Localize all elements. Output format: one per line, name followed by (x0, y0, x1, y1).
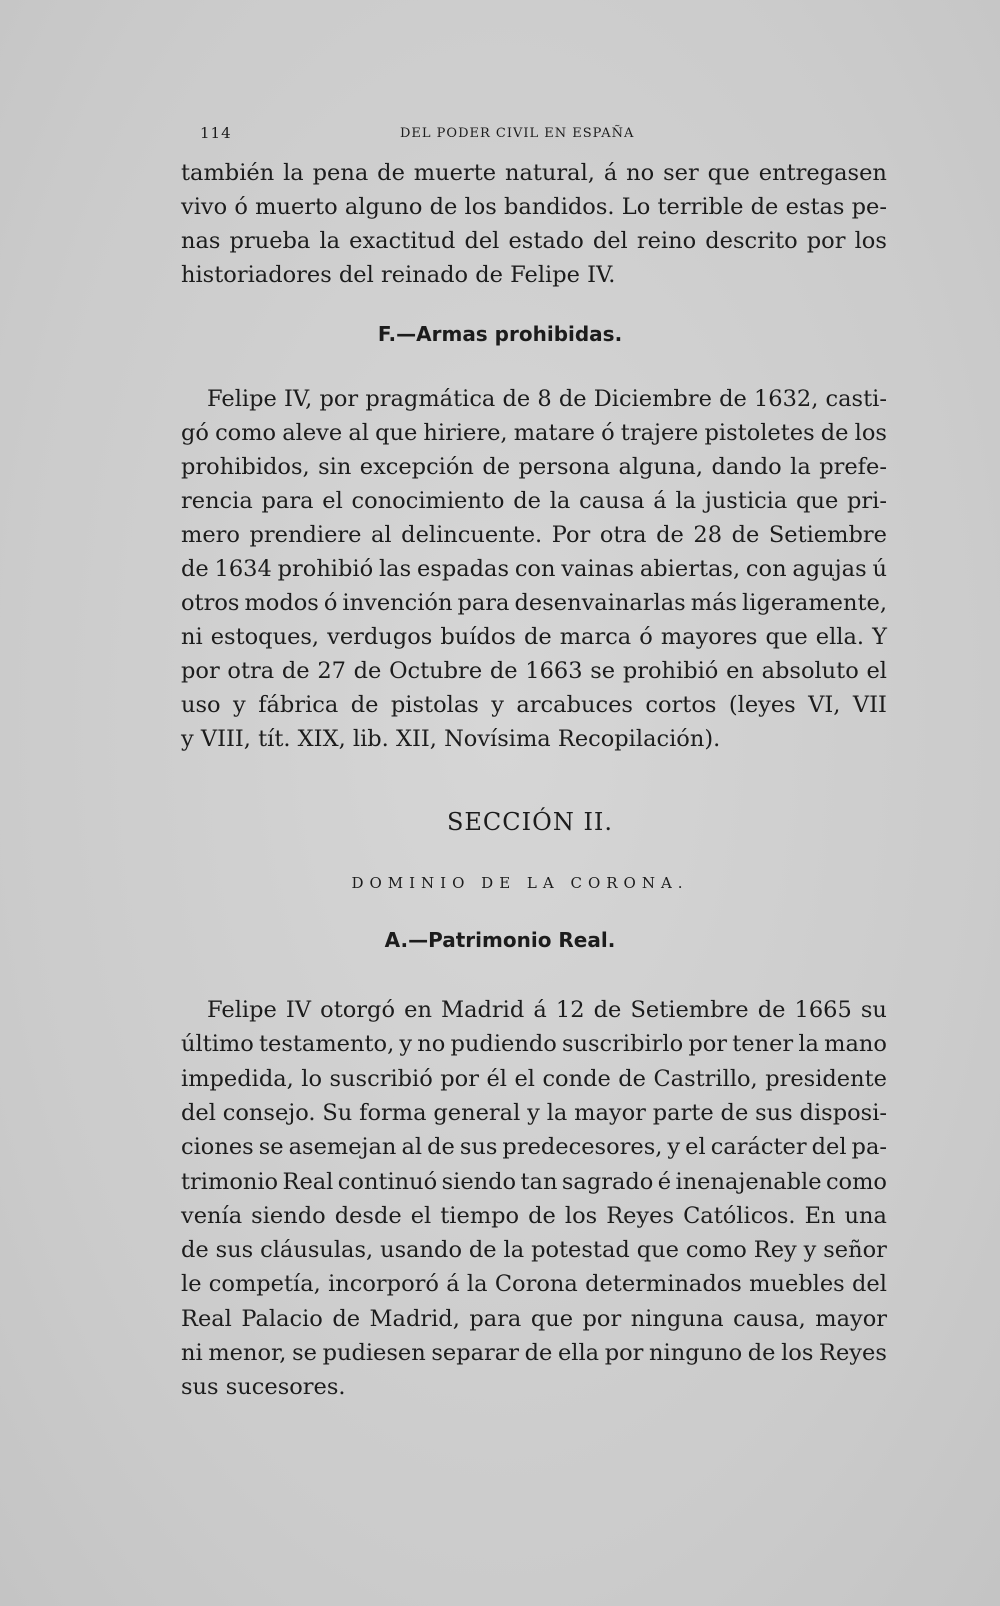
word: de (482, 454, 511, 480)
word: á (533, 997, 547, 1023)
text-line (181, 1337, 887, 1369)
word: y (527, 1099, 540, 1126)
word: pistoletes (704, 420, 815, 446)
word: por (604, 1340, 644, 1366)
word: la (549, 488, 571, 514)
word: muebles (749, 1271, 845, 1298)
word: causa, (733, 1305, 806, 1332)
word: terrible (657, 194, 744, 220)
word: la (675, 488, 697, 514)
word: entregasen (758, 160, 887, 186)
word: buídos (440, 624, 516, 650)
word: pe- (851, 194, 887, 220)
word: de (489, 658, 518, 684)
word: último (181, 1031, 254, 1058)
word: asemejan (288, 1134, 397, 1161)
word: IV, (283, 386, 313, 412)
word: ligeramente, (742, 590, 887, 616)
word: como (215, 420, 277, 446)
word: en (726, 658, 754, 684)
word: é (657, 1168, 672, 1195)
word: por (440, 1065, 479, 1092)
word: persona (518, 454, 610, 480)
heading-armas-prohibidas: F.—Armas prohibidas. (377, 322, 623, 346)
word: ninguna (630, 1305, 724, 1332)
word: disposi- (799, 1099, 887, 1126)
text-line (181, 485, 887, 517)
word: 27 (317, 658, 346, 684)
text-line (181, 655, 887, 687)
text-line (181, 1097, 887, 1129)
word: de (523, 624, 552, 650)
word: siendo (441, 1168, 517, 1195)
word: de (618, 1065, 646, 1092)
word: de (513, 488, 541, 514)
word: siendo (251, 1202, 326, 1229)
word: el (514, 1065, 535, 1092)
word: Por (551, 522, 591, 548)
text-line (181, 383, 887, 415)
word: pa- (851, 1134, 887, 1161)
word: prohibió (622, 658, 719, 684)
text-line: historiadores del reinado de Felipe IV. (181, 262, 616, 288)
word: IV (285, 997, 312, 1023)
text-line (181, 994, 887, 1026)
word: de (353, 658, 382, 684)
word: el (322, 488, 343, 514)
word: desde (334, 1202, 402, 1229)
word: ninguno (649, 1340, 743, 1366)
word: bandidos. (504, 194, 615, 220)
word: estoques, (210, 624, 320, 650)
word: 1634 (214, 556, 272, 582)
word: casti- (825, 386, 887, 412)
word: prohibidos, (181, 454, 310, 480)
word: exactitud (349, 228, 456, 254)
word: del (464, 228, 500, 254)
word: de (350, 692, 379, 718)
word: de (181, 1237, 209, 1264)
word: del (852, 1271, 887, 1298)
word: verdugos (327, 624, 433, 650)
word: venía (181, 1202, 243, 1229)
word: que (707, 160, 750, 186)
word: ni (181, 624, 203, 650)
word: continuó (337, 1168, 438, 1195)
word: Diciembre (593, 386, 712, 412)
word: estado (508, 228, 584, 254)
word: dando (711, 454, 782, 480)
word: pena (312, 160, 369, 186)
word: de (281, 658, 310, 684)
word: Reyes (819, 1340, 887, 1366)
text-line (181, 587, 887, 619)
text-line (181, 1268, 887, 1300)
word: excepción (359, 454, 474, 480)
word: de (593, 997, 622, 1023)
word: para (261, 488, 314, 514)
word: al (371, 522, 392, 548)
word: delincuente. (401, 522, 543, 548)
word: suscribió (329, 1065, 433, 1092)
word: Rey (753, 1237, 797, 1264)
word: de (558, 386, 587, 412)
word: sin (318, 454, 352, 480)
word: prueba (229, 228, 311, 254)
word: pudiendo (450, 1031, 557, 1058)
word: otorgó (320, 997, 396, 1023)
word: y (803, 1237, 817, 1264)
word: de (528, 1202, 556, 1229)
word: Real (181, 1305, 232, 1332)
word: gó (181, 420, 209, 446)
word: de (181, 556, 209, 582)
word: Reyes (606, 1202, 675, 1229)
word: usando (380, 1237, 462, 1264)
word: lo (301, 1065, 323, 1092)
word: fábrica (258, 692, 339, 718)
word: con (745, 556, 787, 582)
word: Palacio (241, 1305, 323, 1332)
word: por (181, 658, 220, 684)
word: por (319, 386, 359, 412)
word: sus (459, 1134, 498, 1161)
word: alguno (344, 194, 423, 220)
word: Corona (494, 1271, 578, 1298)
word: le (181, 1271, 202, 1298)
word: su (860, 997, 887, 1023)
word: competía, (208, 1271, 321, 1298)
word: presidente (765, 1065, 887, 1092)
word: no (417, 1031, 446, 1058)
word: justicia (704, 488, 788, 514)
word: ni (181, 1340, 203, 1366)
word: pragmática (365, 386, 496, 412)
word: del (592, 228, 628, 254)
word: impedida, (181, 1065, 294, 1092)
word: por (582, 1305, 622, 1332)
word: tan (520, 1168, 558, 1195)
word: muerto (255, 194, 338, 220)
word: de (747, 1340, 776, 1366)
word: vivo (181, 194, 228, 220)
word: de (429, 194, 458, 220)
word: potestad (531, 1237, 630, 1264)
text-line (181, 157, 887, 189)
word: menor, (208, 1340, 287, 1366)
word: consejo. (222, 1099, 316, 1126)
word: Real (282, 1168, 334, 1195)
word: pri- (847, 488, 887, 514)
word: pistolas (390, 692, 479, 718)
word: al (401, 1134, 423, 1161)
text-line (181, 519, 887, 551)
word: absoluto (761, 658, 859, 684)
word: la (466, 1271, 488, 1298)
word: 1663 (525, 658, 583, 684)
word: trajere (620, 420, 699, 446)
word: Madrid (441, 997, 525, 1023)
word: de (731, 522, 760, 548)
word: de (757, 997, 786, 1023)
word: abiertas, (639, 556, 741, 582)
word: la (798, 1031, 819, 1058)
word: la (319, 228, 341, 254)
word: para (457, 590, 510, 616)
word: que (636, 1237, 679, 1264)
page-header (200, 124, 890, 146)
word: conde (542, 1065, 611, 1092)
word: Y (872, 624, 887, 650)
heading-patrimonio-real: A.—Patrimonio Real. (384, 928, 616, 952)
word: tener (732, 1031, 794, 1058)
word: á (446, 1271, 460, 1298)
word: Setiembre (630, 997, 749, 1023)
word: Setiembre (768, 522, 887, 548)
word: en (404, 997, 432, 1023)
word: otra (227, 658, 275, 684)
word: (leyes (728, 692, 796, 718)
word: parte (652, 1099, 714, 1126)
word: que (530, 1305, 574, 1332)
word: por (688, 1031, 728, 1058)
word: mayor (815, 1305, 887, 1332)
word: la (790, 454, 811, 480)
word: de (820, 420, 849, 446)
word: sagrado (561, 1168, 654, 1195)
word: que (765, 624, 808, 650)
word: ó (601, 420, 615, 446)
word: alguna, (618, 454, 703, 480)
word: de (750, 194, 779, 220)
word: de (332, 1305, 361, 1332)
word: cláusulas, (260, 1237, 374, 1264)
word: Católicos. (683, 1202, 796, 1229)
word: de (468, 1237, 497, 1264)
word: á (653, 488, 667, 514)
page-number: 114 (200, 124, 232, 142)
word: modos (244, 590, 319, 616)
word: estas (785, 194, 845, 220)
word: señor (823, 1237, 887, 1264)
word: mayor (574, 1099, 646, 1126)
word: como (685, 1237, 747, 1264)
word: de (719, 386, 747, 412)
word: no (626, 160, 655, 186)
word: 1665 (794, 997, 852, 1023)
section-title: SECCIÓN II. (446, 808, 614, 836)
word: vainas (561, 556, 635, 582)
word: sus (215, 1237, 254, 1264)
word: natural, (504, 160, 595, 186)
word: las (378, 556, 412, 582)
word: por (806, 228, 846, 254)
word: uso (181, 692, 221, 718)
word: se (258, 1134, 284, 1161)
word: y (667, 1134, 681, 1161)
word: forma (359, 1099, 427, 1126)
word: tiempo (440, 1202, 520, 1229)
text-line (181, 191, 887, 223)
word: de (656, 522, 684, 548)
word: y (491, 692, 504, 718)
word: mano (824, 1031, 887, 1058)
text-line: y VIII, tít. XIX, lib. XII, Novísima Recopilación). (181, 726, 721, 752)
word: se (590, 658, 616, 684)
text-line (181, 1303, 887, 1335)
word: la (503, 1237, 525, 1264)
word: que (796, 488, 839, 514)
word: más (690, 590, 738, 616)
word: para (469, 1305, 522, 1332)
word: y (233, 692, 246, 718)
word: VI, (808, 692, 841, 718)
word: carácter (710, 1134, 807, 1161)
word: de (427, 1134, 455, 1161)
word: Lo (621, 194, 651, 220)
word: los (564, 1202, 598, 1229)
text-line (181, 621, 887, 653)
word: causa (579, 488, 645, 514)
word: de (502, 386, 531, 412)
word: Octubre (389, 658, 483, 684)
word: marca (559, 624, 632, 650)
word: que (375, 420, 418, 446)
word: espadas (416, 556, 509, 582)
word: de (377, 160, 405, 186)
word: 8 (537, 386, 552, 412)
word: conocimiento (351, 488, 505, 514)
word: los (854, 420, 887, 446)
word: descrito (705, 228, 798, 254)
word: otros (181, 590, 240, 616)
word: reino (636, 228, 697, 254)
word: hiriere, (423, 420, 508, 446)
word: trimonio (181, 1168, 279, 1195)
word: nas (181, 228, 221, 254)
word: también (181, 160, 275, 186)
word: otra (599, 522, 647, 548)
word: rencia (181, 488, 253, 514)
text-line (181, 1234, 887, 1266)
text-line (181, 225, 887, 257)
word: aleve (282, 420, 343, 446)
word: pudiesen (322, 1340, 426, 1366)
word: determinados (585, 1271, 742, 1298)
word: al (348, 420, 369, 446)
word: el (866, 658, 887, 684)
word: ella (557, 1340, 600, 1366)
word: prohibió (277, 556, 374, 582)
word: se (292, 1340, 317, 1366)
word: matare (513, 420, 595, 446)
word: sus (755, 1099, 793, 1126)
word: En (804, 1202, 836, 1229)
word: como (825, 1168, 887, 1195)
word: ó (323, 590, 338, 616)
text-line (181, 1063, 887, 1095)
word: de (720, 1099, 749, 1126)
word: 12 (555, 997, 585, 1023)
word: incorporó (328, 1271, 439, 1298)
word: inenajenable (675, 1168, 822, 1195)
word: con (514, 556, 556, 582)
word: del (811, 1134, 847, 1161)
word: Felipe (207, 997, 277, 1023)
word: ó (639, 624, 653, 650)
word: separar (431, 1340, 519, 1366)
word: invención (342, 590, 453, 616)
word: la (546, 1099, 568, 1126)
word: prendiere (249, 522, 362, 548)
word: Felipe (207, 386, 277, 412)
word: mayores (660, 624, 758, 650)
word: testamento, (258, 1031, 395, 1058)
text-line: sus sucesores. (181, 1374, 346, 1401)
running-title: DEL PODER CIVIL EN ESPAÑA (400, 126, 635, 141)
word: el (685, 1134, 706, 1161)
word: 1632, (753, 386, 819, 412)
word: Castrillo, (653, 1065, 758, 1092)
word: los (464, 194, 497, 220)
word: ella. (815, 624, 865, 650)
word: los (854, 228, 887, 254)
word: los (781, 1340, 814, 1366)
text-line (181, 451, 887, 483)
word: y (399, 1031, 413, 1058)
word: desenvainarlas (514, 590, 686, 616)
word: del (181, 1099, 216, 1126)
text-line (181, 1131, 887, 1163)
text-line (181, 1166, 887, 1198)
text-line (181, 1200, 887, 1232)
text-line (181, 553, 887, 585)
word: él (486, 1065, 507, 1092)
word: prefe- (819, 454, 887, 480)
word: una (844, 1202, 887, 1229)
word: ciones (181, 1134, 254, 1161)
word: cortos (645, 692, 717, 718)
word: agujas (792, 556, 867, 582)
word: VII (852, 692, 887, 718)
word: ú (872, 556, 887, 582)
word: muerte (413, 160, 497, 186)
text-line (181, 1028, 887, 1060)
word: á (603, 160, 618, 186)
word: suscribirlo (561, 1031, 684, 1058)
word: ó (234, 194, 248, 220)
word: Madrid, (369, 1305, 460, 1332)
word: arcabuces (516, 692, 633, 718)
word: la (283, 160, 304, 186)
word: general (433, 1099, 521, 1126)
word: ser (663, 160, 699, 186)
text-line (181, 689, 887, 721)
word: Su (322, 1099, 353, 1126)
word: 28 (693, 522, 723, 548)
section-subtitle: DOMINIO DE LA CORONA. (351, 874, 689, 892)
text-line (181, 417, 887, 449)
word: el (410, 1202, 432, 1229)
word: de (524, 1340, 553, 1366)
word: predecesores, (502, 1134, 663, 1161)
word: mero (181, 522, 240, 548)
